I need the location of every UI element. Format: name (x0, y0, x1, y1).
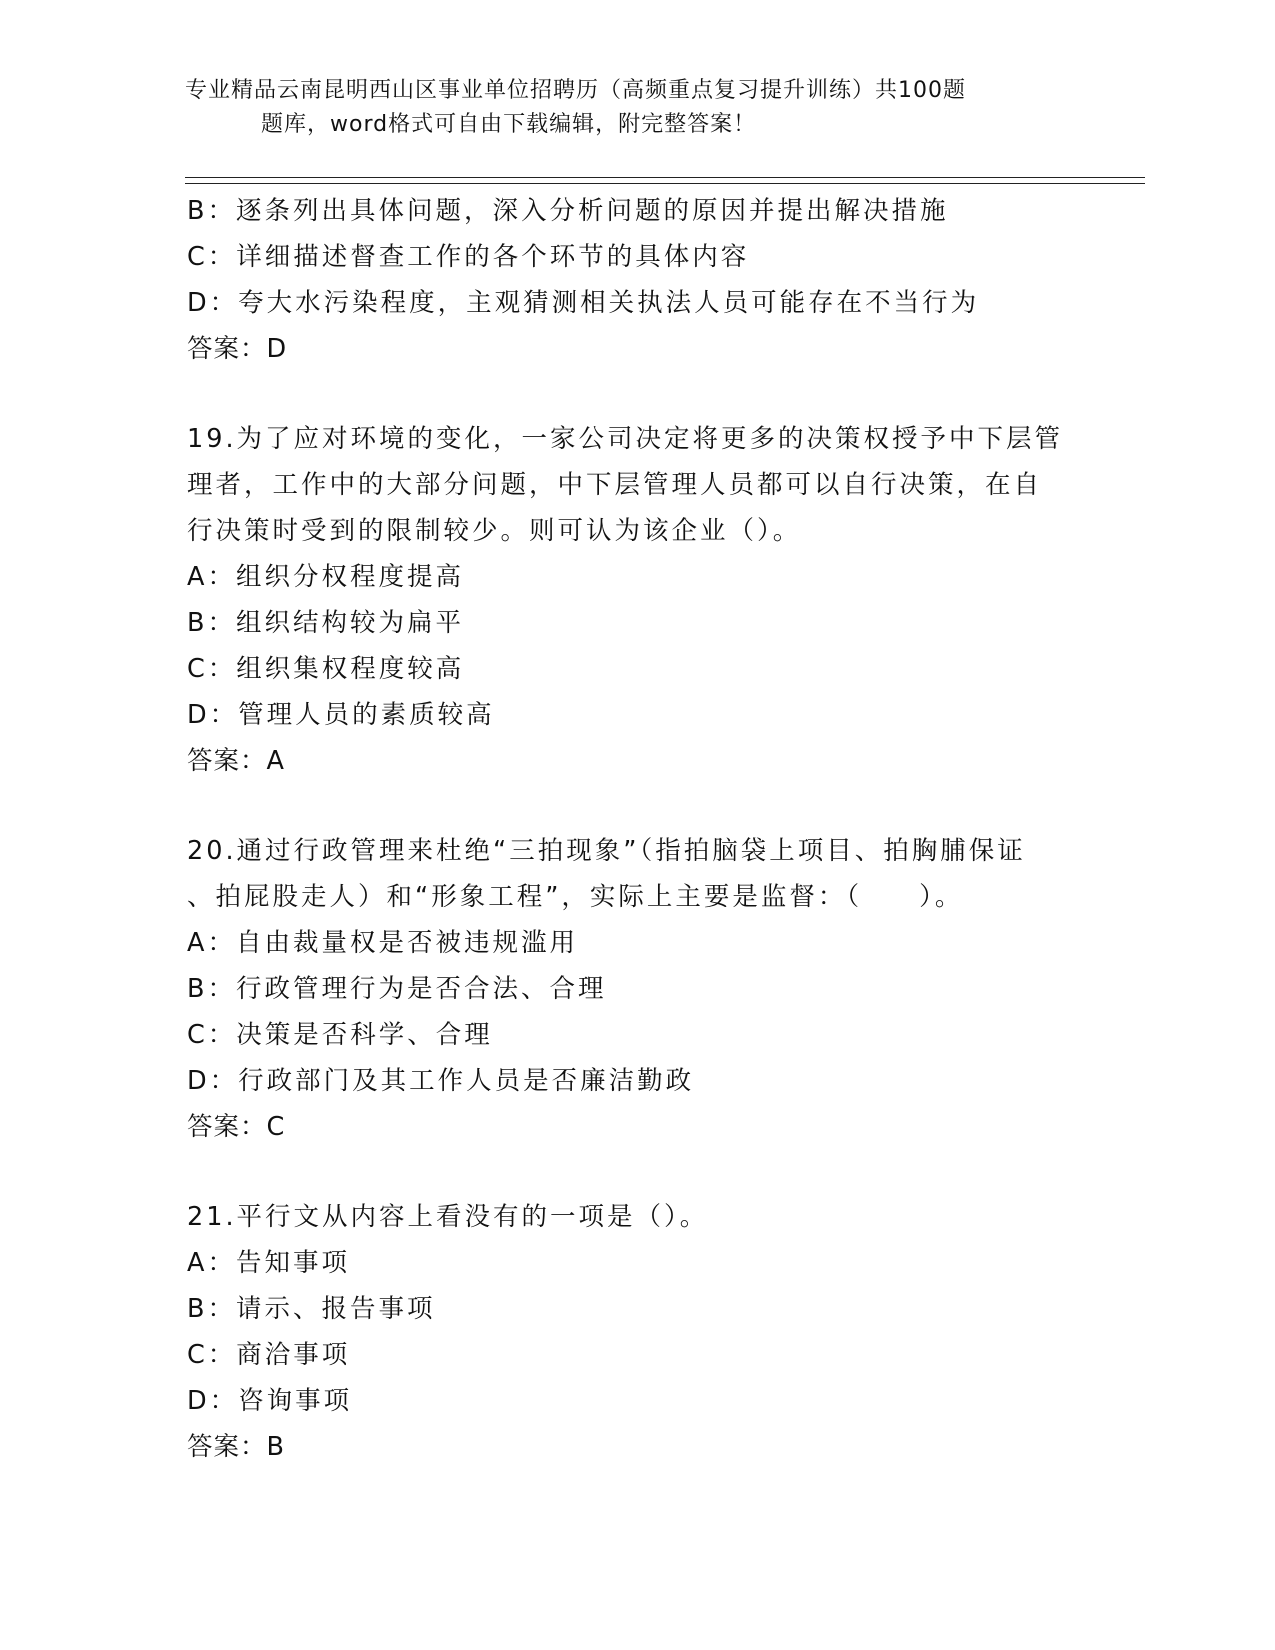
header-rule-bottom (185, 183, 1145, 184)
question-text: 19.为了应对环境的变化，一家公司决定将更多的决策权授予中下层管 (187, 424, 1064, 454)
option-b: B：逐条列出具体问题，深入分析问题的原因并提出解决措施 (187, 196, 949, 226)
option-c: C：详细描述督查工作的各个环节的具体内容 (187, 242, 750, 272)
option-d: D：行政部门及其工作人员是否廉洁勤政 (187, 1066, 695, 1096)
option-d: D：管理人员的素质较高 (187, 700, 495, 730)
question-block (187, 416, 1087, 784)
question-text: 20.通过行政管理来杜绝“三拍现象”（指拍脑袋上项目、拍胸脯保证 (187, 836, 1026, 866)
option-b: B：组织结构较为扁平 (187, 608, 464, 638)
option-a: A：组织分权程度提高 (187, 562, 464, 592)
question-block (187, 1194, 1087, 1470)
option-d: D：咨询事项 (187, 1386, 353, 1416)
question-list (187, 188, 1087, 1470)
document-header (185, 74, 1065, 142)
question-text: 21.平行文从内容上看没有的一项是（）。 (187, 1202, 709, 1232)
spacer (187, 1150, 1087, 1194)
question-text: 理者，工作中的大部分问题，中下层管理人员都可以自行决策，在自 (187, 470, 1043, 500)
header-title-line-2: 题库，word格式可自由下载编辑，附完整答案！ (261, 112, 757, 137)
question-block (187, 828, 1087, 1150)
option-a: A：自由裁量权是否被违规滥用 (187, 928, 578, 958)
option-c: C：组织集权程度较高 (187, 654, 465, 684)
spacer (187, 784, 1087, 828)
answer: 答案：D (187, 334, 288, 364)
option-c: C：商洽事项 (187, 1340, 351, 1370)
question-text: 行决策时受到的限制较少。则可认为该企业（）。 (187, 516, 802, 546)
option-b: B：请示、报告事项 (187, 1294, 436, 1324)
question-text: 、拍屁股走人）和“形象工程”，实际上主要是监督：（ ）。 (187, 882, 964, 912)
question-block (187, 188, 1087, 372)
option-b: B：行政管理行为是否合法、合理 (187, 974, 607, 1004)
spacer (187, 372, 1087, 416)
answer: 答案：C (187, 1112, 286, 1142)
answer: 答案：B (187, 1432, 285, 1462)
header-rule-top (185, 177, 1145, 178)
option-d: D：夸大水污染程度，主观猜测相关执法人员可能存在不当行为 (187, 288, 980, 318)
answer: 答案：A (187, 746, 285, 776)
option-c: C：决策是否科学、合理 (187, 1020, 493, 1050)
header-title-line-1: 专业精品云南昆明西山区事业单位招聘历（高频重点复习提升训练）共100题 (185, 78, 966, 103)
option-a: A：告知事项 (187, 1248, 350, 1278)
